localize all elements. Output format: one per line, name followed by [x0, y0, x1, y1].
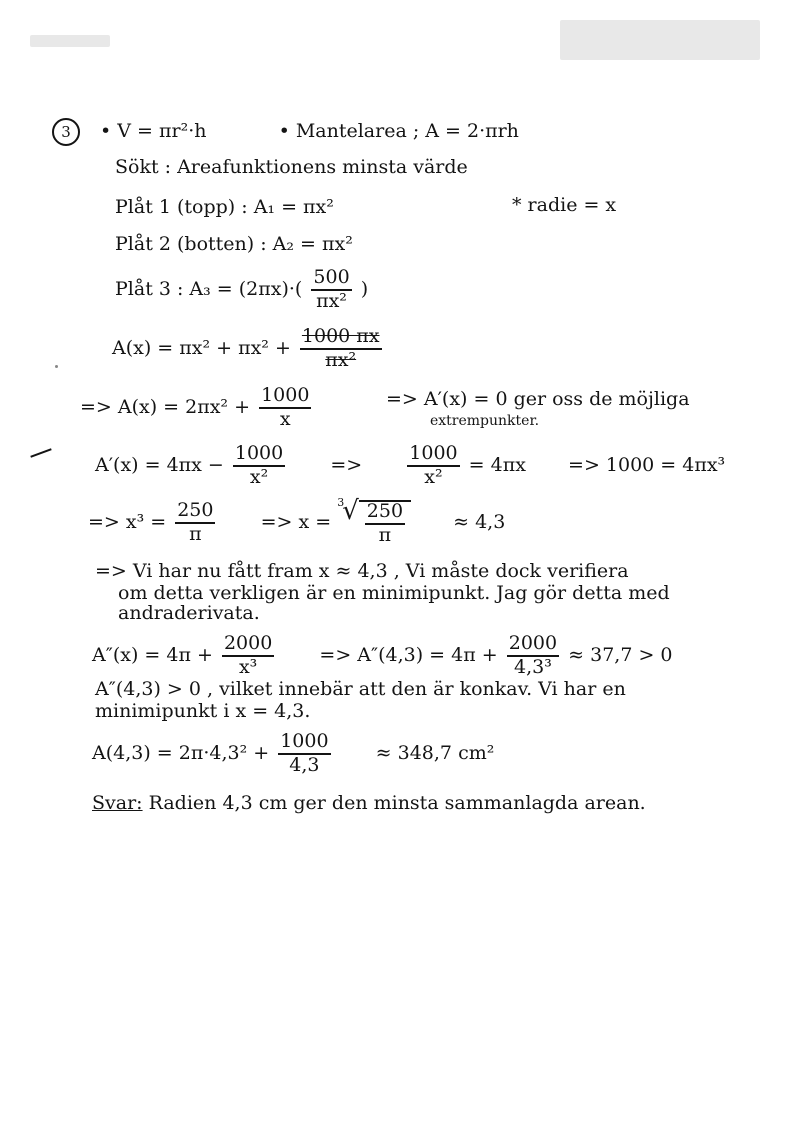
- volume-formula: • V = πr²·h: [100, 120, 207, 142]
- conclusion-line-2: om detta verkligen är en minimipunkt. Jag gör detta med: [118, 582, 670, 604]
- fraction-denominator: πx²: [325, 348, 357, 371]
- radius-note: * radie = x: [512, 194, 617, 216]
- fraction-numerator: 500: [311, 268, 351, 291]
- cube-root-line: [88, 496, 506, 546]
- area-function-lhs: A(x) = πx² + πx² +: [112, 336, 291, 359]
- margin-tick: [30, 448, 51, 457]
- plate3-fraction: [311, 268, 351, 312]
- implies-arrow: =>: [330, 453, 363, 476]
- fraction-numerator: 250: [365, 502, 405, 525]
- area-value-line: [92, 732, 494, 776]
- second-derivative-fraction-2: [507, 634, 559, 678]
- concave-line-2: minimipunkt i x = 4,3.: [95, 700, 311, 722]
- derivative-fraction-1: [233, 444, 285, 488]
- area-function-fraction: [300, 327, 382, 371]
- plate2-line: Plåt 2 (botten) : A₂ = πx²: [115, 233, 353, 255]
- scan-noise: [560, 20, 760, 60]
- fraction-numerator: 1000: [259, 386, 311, 409]
- plate3-line: [115, 268, 368, 312]
- second-derivative-fraction: [222, 634, 274, 678]
- cube-mid: => x =: [260, 510, 332, 533]
- cube-result: ≈ 4,3: [453, 510, 506, 533]
- fraction-numerator: 1000: [278, 732, 330, 755]
- fraction-numerator: 2000: [507, 634, 559, 657]
- cube-lhs: => x³ =: [88, 510, 167, 533]
- scan-noise: [30, 35, 110, 47]
- answer-text: Radien 4,3 cm ger den minsta sammanlagda arean.: [148, 792, 646, 814]
- fraction-numerator: 1000: [233, 444, 285, 467]
- derivative-note: => A′(x) = 0 ger oss de möjliga: [386, 388, 690, 410]
- derivative-equals: = 4πx: [468, 453, 526, 476]
- fraction-denominator: x²: [249, 465, 269, 488]
- problem-number: 3: [52, 118, 80, 146]
- radical-sign-icon: √: [342, 496, 359, 526]
- plate3-lhs: Plåt 3 : A₃ = (2πx)·(: [115, 277, 303, 300]
- derivative-lhs: A′(x) = 4πx −: [95, 453, 224, 476]
- fraction-numerator: 1000: [407, 444, 459, 467]
- derivative-line: [95, 444, 725, 488]
- area-value-fraction: [278, 732, 330, 776]
- cube-fraction: [175, 501, 215, 545]
- area-simplified-lhs: => A(x) = 2πx² +: [80, 395, 251, 418]
- sought-line: Sökt : Areafunktionens minsta värde: [115, 156, 468, 178]
- derivative-rhs: => 1000 = 4πx³: [568, 453, 726, 476]
- fraction-denominator: x²: [424, 465, 443, 488]
- area-simplified-fraction: [259, 386, 311, 430]
- fraction-numerator: 1000 πx: [300, 327, 382, 350]
- root-fraction: [365, 502, 405, 546]
- cube-root: [337, 496, 411, 546]
- second-derivative-rhs: ≈ 37,7 > 0: [568, 643, 673, 666]
- answer-line: [92, 794, 646, 813]
- plate1-line: Plåt 1 (topp) : A₁ = πx²: [115, 196, 334, 218]
- root-index: 3: [337, 496, 345, 509]
- fraction-denominator: π: [378, 523, 392, 546]
- fraction-numerator: 2000: [222, 634, 274, 657]
- second-derivative-lhs: A″(x) = 4π +: [92, 643, 213, 666]
- area-value-rhs: ≈ 348,7 cm²: [375, 741, 495, 764]
- fraction-denominator: πx²: [316, 289, 347, 312]
- problem-header: [52, 118, 519, 146]
- area-simplified-line: [80, 386, 314, 430]
- area-function-line: [112, 327, 385, 371]
- answer-label: Svar:: [92, 792, 143, 814]
- stray-mark: [55, 365, 58, 368]
- fraction-denominator: π: [189, 522, 202, 545]
- second-derivative-line: [92, 634, 673, 678]
- fraction-denominator: 4,3: [289, 753, 320, 776]
- mantel-formula: • Mantelarea ; A = 2·πrh: [278, 120, 519, 142]
- fraction-denominator: x³: [238, 655, 258, 678]
- fraction-numerator: 250: [175, 501, 215, 524]
- conclusion-line-1: => Vi har nu fått fram x ≈ 4,3 , Vi måste dock verifiera: [95, 560, 629, 582]
- conclusion-line-3: andraderivata.: [118, 602, 260, 624]
- derivative-note-sub: extrempunkter.: [430, 413, 540, 429]
- second-derivative-mid: => A″(4,3) = 4π +: [319, 643, 498, 666]
- fraction-denominator: 4,3³: [513, 655, 552, 678]
- derivative-fraction-2: [407, 444, 459, 488]
- area-value-lhs: A(4,3) = 2π·4,3² +: [92, 741, 270, 764]
- concave-line-1: A″(4,3) > 0 , vilket innebär att den är konkav. Vi har en: [95, 678, 626, 700]
- plate3-rhs: ): [360, 277, 369, 300]
- fraction-denominator: x: [279, 407, 291, 430]
